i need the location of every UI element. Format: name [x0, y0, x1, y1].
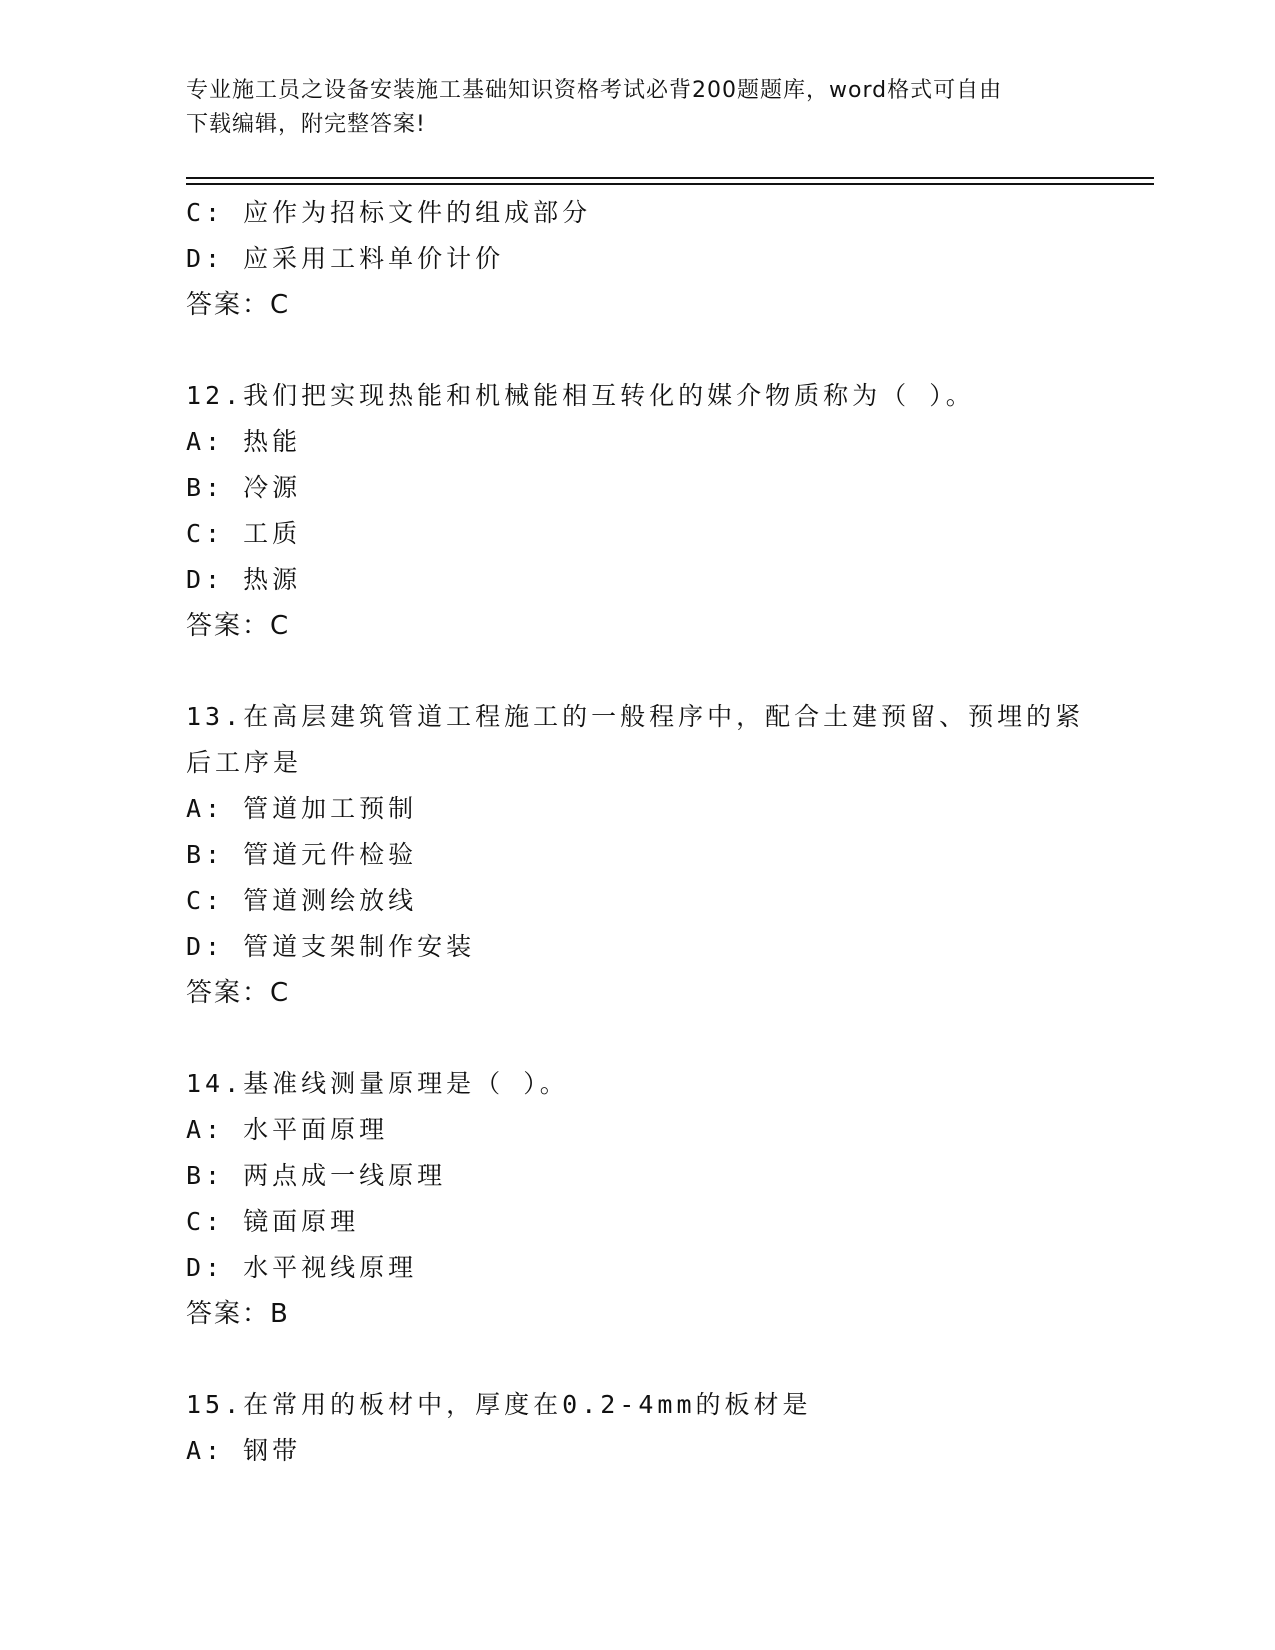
option-d: D: 热源	[186, 565, 302, 594]
option-d: D: 应采用工料单价计价	[186, 244, 505, 273]
document-header	[186, 74, 1086, 142]
answer-line: 答案：B	[186, 1299, 290, 1329]
option-a: A: 管道加工预制	[186, 794, 418, 823]
question-stem-line-1: 13.在高层建筑管道工程施工的一般程序中，配合土建预留、预埋的紧	[186, 702, 1085, 731]
option-c: C: 管道测绘放线	[186, 886, 418, 915]
option-b: B: 冷源	[186, 473, 302, 502]
question-12	[186, 373, 1106, 649]
header-line-2: 下载编辑，附完整答案!	[186, 112, 426, 137]
option-a: A: 钢带	[186, 1436, 302, 1465]
answer-line: 答案：C	[186, 290, 291, 320]
option-b: B: 两点成一线原理	[186, 1161, 447, 1190]
spacer	[186, 1016, 1106, 1061]
question-13	[186, 694, 1106, 1016]
question-stem-line-2: 后工序是	[186, 748, 303, 777]
answer-line: 答案：C	[186, 611, 291, 641]
option-c: C: 镜面原理	[186, 1207, 360, 1236]
header-line-1: 专业施工员之设备安装施工基础知识资格考试必背200题题库，word格式可自由	[186, 78, 1003, 103]
header-divider-top	[186, 177, 1154, 179]
question-stem: 12.我们把实现热能和机械能相互转化的媒介物质称为（ ）。	[186, 381, 975, 410]
question-stem: 14.基准线测量原理是（ ）。	[186, 1069, 569, 1098]
question-11-partial	[186, 190, 1106, 328]
option-d: D: 管道支架制作安装	[186, 932, 476, 961]
spacer	[186, 1337, 1106, 1382]
question-stem: 15.在常用的板材中，厚度在0.2-4mm的板材是	[186, 1390, 812, 1419]
option-a: A: 水平面原理	[186, 1115, 389, 1144]
option-b: B: 管道元件检验	[186, 840, 418, 869]
question-14	[186, 1061, 1106, 1337]
header-divider-bottom	[186, 183, 1154, 185]
spacer	[186, 649, 1106, 694]
question-15	[186, 1382, 1106, 1474]
option-c: C: 工质	[186, 519, 302, 548]
option-d: D: 水平视线原理	[186, 1253, 418, 1282]
option-a: A: 热能	[186, 427, 302, 456]
option-c: C: 应作为招标文件的组成部分	[186, 198, 592, 227]
question-list	[186, 190, 1106, 1474]
spacer	[186, 328, 1106, 373]
answer-line: 答案：C	[186, 978, 291, 1008]
